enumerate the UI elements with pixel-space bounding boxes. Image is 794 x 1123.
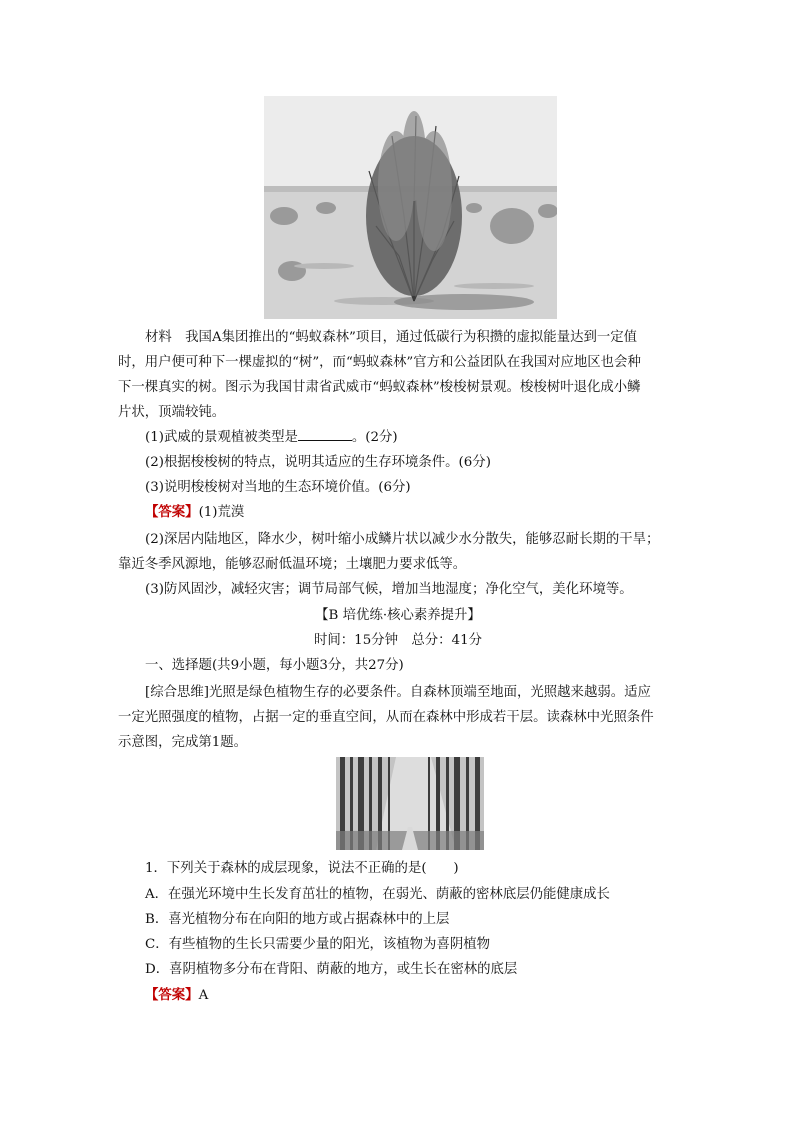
question-stem: 1．下列关于森林的成层现象，说法不正确的是( ) (145, 861, 459, 876)
answer-3-line: (3)防风固沙，减轻灾害；调节局部气候，增加当地湿度；净化空气，美化环境等。 (145, 582, 633, 597)
section-time: 时间：15分钟 总分：41分 (314, 633, 482, 648)
question-2: (2)根据梭梭树的特点，说明其适应的生存环境条件。(6分) (145, 455, 491, 470)
part-heading: 一、选择题(共9小题，每小题3分，共27分) (145, 658, 404, 673)
question-1-points: 。(2分) (351, 430, 398, 445)
answer-tag: 【答案】 (145, 504, 199, 520)
question-3: (3)说明梭梭树对当地的生态环境价值。(6分) (145, 480, 411, 495)
option-b: B．喜光植物分布在向阳的地方或占据森林中的上层 (145, 912, 450, 927)
answer-2-line-1: (2)深居内陆地区，降水少，树叶缩小成鳞片状以减少水分散失，能够忍耐长期的干旱； (145, 532, 660, 547)
intro-line-3: 示意图，完成第1题。 (118, 735, 248, 750)
option-d: D．喜阴植物多分布在背阳、荫蔽的地方，或生长在密林的底层 (145, 962, 518, 977)
desert-tamarisk-photo (264, 96, 557, 319)
answer-1-line (145, 500, 705, 525)
material-line-4: 片状，顶端较钝。 (118, 405, 226, 420)
answer-tag: 【答案】 (145, 987, 199, 1003)
question-1-text: (1)武威的景观植被类型是 (145, 430, 298, 445)
material-line-1: 材料 我国A集团推出的“蚂蚁森林”项目，通过低碳行为积攒的虚拟能量达到一定值 (145, 330, 638, 345)
option-c: C．有些植物的生长只需要少量的阳光，该植物为喜阴植物 (145, 937, 491, 952)
material-line-3: 下一棵真实的树。图示为我国甘肃省武威市“蚂蚁森林”梭梭树景观。梭梭树叶退化成小鳞 (118, 380, 641, 395)
intro-line-2: 一定光照强度的植物，占据一定的垂直空间，从而在森林中形成若干层。读森林中光照条件 (118, 710, 654, 725)
answer-2-line-2: 靠近冬季风源地，能够忍耐低温环境；土壤肥力要求低等。 (118, 557, 467, 572)
question-1 (145, 425, 705, 450)
answer-line (145, 983, 705, 1008)
answer-1-text: (1)荒漠 (198, 505, 245, 520)
option-a: A．在强光环境中生长发育茁壮的植物，在弱光、荫蔽的密林底层仍能健康成长 (145, 887, 610, 902)
answer-blank (298, 427, 352, 441)
section-title: 【B 培优练·核心素养提升】 (315, 608, 481, 623)
intro-line-1: [综合思维]光照是绿色植物生存的必要条件。自森林顶端至地面，光照越来越弱。适应 (145, 685, 651, 700)
material-line-2: 时，用户便可种下一棵虚拟的“树”，而“蚂蚁森林”官方和公益团队在我国对应地区也会种 (118, 355, 641, 370)
answer-value: A (198, 988, 209, 1003)
forest-light-photo (336, 757, 484, 850)
